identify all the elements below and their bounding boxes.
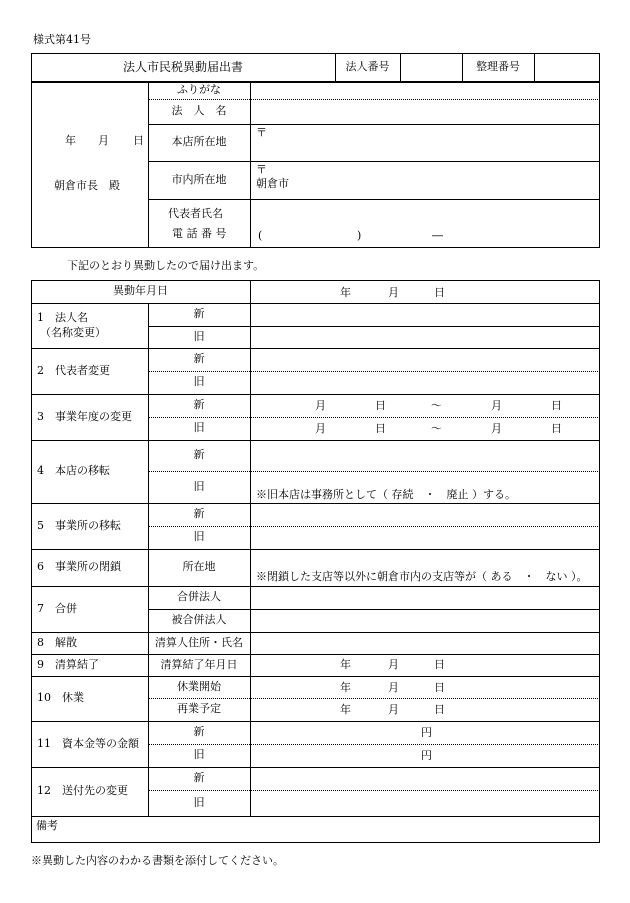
row6-sub-label: 所在地 [182, 560, 216, 574]
row10-start-month: 月 [388, 681, 399, 694]
row12-new-label: 新 [193, 771, 205, 785]
row10-sub1-label: 休業開始 [177, 679, 221, 693]
phone-close-paren: ) [357, 229, 362, 242]
apply-month: 月 [98, 134, 109, 147]
row3-new-from-day: 日 [375, 399, 386, 412]
row4-note: ※旧本店は事務所として（ 存続 ・ 廃止 ）する。 [256, 488, 516, 501]
row3-label: 3 事業年度の変更 [37, 409, 132, 423]
row8-label: 8 解散 [37, 635, 77, 649]
apply-day: 日 [133, 134, 144, 147]
corp-name-label: 法 人 名 [171, 104, 227, 118]
row3-old-to-day: 日 [551, 422, 562, 435]
row10-start-day: 日 [434, 681, 445, 694]
row9-year: 年 [340, 658, 351, 671]
hq-postal-mark: 〒 [256, 126, 267, 139]
row9-sub-label: 清算結了年月日 [160, 657, 238, 671]
row10-resume-day: 日 [434, 703, 445, 716]
row3-old-label: 旧 [193, 421, 205, 435]
row12-old-label: 旧 [193, 795, 205, 809]
row3-old-from-day: 日 [375, 422, 386, 435]
row11-new-yen: 円 [421, 726, 432, 739]
rep-phone-field[interactable] [250, 199, 600, 248]
row1-label: 1 法人名 [37, 310, 88, 324]
row6-label: 6 事業所の閉鎖 [37, 560, 121, 574]
row1-new-label: 新 [193, 307, 205, 321]
city-postal-mark: 〒 [256, 163, 267, 176]
furigana-field[interactable] [250, 82, 600, 99]
change-date-year: 年 [340, 286, 351, 299]
row3-old-to-month: 月 [491, 422, 502, 435]
row7-sub2-label: 被合併法人 [171, 613, 227, 627]
hq-address-field[interactable] [250, 124, 600, 161]
ref-number-field[interactable] [534, 53, 600, 82]
row7-label: 7 合併 [37, 601, 77, 615]
apply-year: 年 [65, 134, 76, 147]
row7-sub1-label: 合併法人 [177, 590, 221, 604]
ref-number-label: 整理番号 [476, 60, 520, 74]
row12-label: 12 送付先の変更 [37, 784, 128, 798]
row11-old-yen: 円 [421, 749, 432, 762]
row11-label: 11 資本金等の金額 [37, 736, 139, 750]
row9-month: 月 [388, 658, 399, 671]
row3-new-from-month: 月 [315, 399, 326, 412]
row3-new-label: 新 [193, 398, 205, 412]
row10-start-year: 年 [340, 681, 351, 694]
row9-day: 日 [434, 658, 445, 671]
furigana-label: ふりがな [177, 83, 221, 97]
row1-old-label: 旧 [193, 329, 205, 343]
row6-note: ※閉鎖した支店等以外に朝倉市内の支店等が（ ある ・ ない ）。 [256, 570, 588, 583]
row5-old-label: 旧 [193, 530, 205, 544]
row10-resume-year: 年 [340, 703, 351, 716]
row2-label: 2 代表者変更 [37, 363, 110, 377]
row11-new-label: 新 [193, 725, 205, 739]
phone-open-paren: ( [258, 229, 263, 242]
form-title: 法人市民税異動届出書 [122, 60, 243, 75]
hq-address-label: 本店所在地 [171, 135, 227, 149]
change-date-label: 異動年月日 [113, 284, 168, 298]
row3-old-from-month: 月 [315, 422, 326, 435]
corp-name-field[interactable] [250, 99, 600, 124]
row10-resume-month: 月 [388, 703, 399, 716]
city-address-label: 市内所在地 [171, 172, 227, 186]
remarks-field[interactable] [31, 816, 600, 843]
row5-label: 5 事業所の移転 [37, 518, 121, 532]
change-date-day: 日 [434, 286, 445, 299]
city-address-value[interactable]: 朝倉市 [256, 177, 289, 190]
row10-sub2-label: 再業予定 [177, 702, 221, 716]
rep-name-label: 代表者氏名 [168, 207, 223, 220]
change-date-month: 月 [388, 286, 399, 299]
notice-text: 下記のとおり異動したので届け出ます。 [67, 259, 265, 272]
addressee: 朝倉市長 殿 [54, 179, 120, 192]
row10-label: 10 休業 [37, 691, 84, 705]
row1-sub: （名称変更） [40, 325, 106, 339]
corp-number-field[interactable] [400, 53, 462, 82]
row3-old-tilde: ～ [431, 422, 442, 435]
row11-old-label: 旧 [193, 748, 205, 762]
phone-dash: ― [432, 229, 443, 242]
row4-old-label: 旧 [193, 479, 205, 493]
footer-note: ※異動した内容のわかる書類を添付してください。 [31, 854, 284, 867]
corp-number-label: 法人番号 [345, 60, 390, 74]
row9-label: 9 清算結了 [37, 657, 99, 671]
row3-new-tilde: ～ [431, 399, 442, 412]
row3-new-to-day: 日 [551, 399, 562, 412]
row8-sub-label: 清算人住所・氏名 [155, 635, 243, 649]
row4-label: 4 本店の移転 [37, 464, 110, 478]
row2-new-label: 新 [193, 352, 205, 366]
row-corp-name-change [37, 303, 148, 348]
row4-new-label: 新 [193, 448, 205, 462]
row3-new-to-month: 月 [491, 399, 502, 412]
row2-old-label: 旧 [193, 375, 205, 389]
row5-new-label: 新 [193, 507, 205, 521]
phone-label: 電 話 番 号 [172, 227, 227, 240]
remarks-label: 備考 [36, 819, 58, 832]
form-number: 様式第41号 [33, 33, 91, 46]
